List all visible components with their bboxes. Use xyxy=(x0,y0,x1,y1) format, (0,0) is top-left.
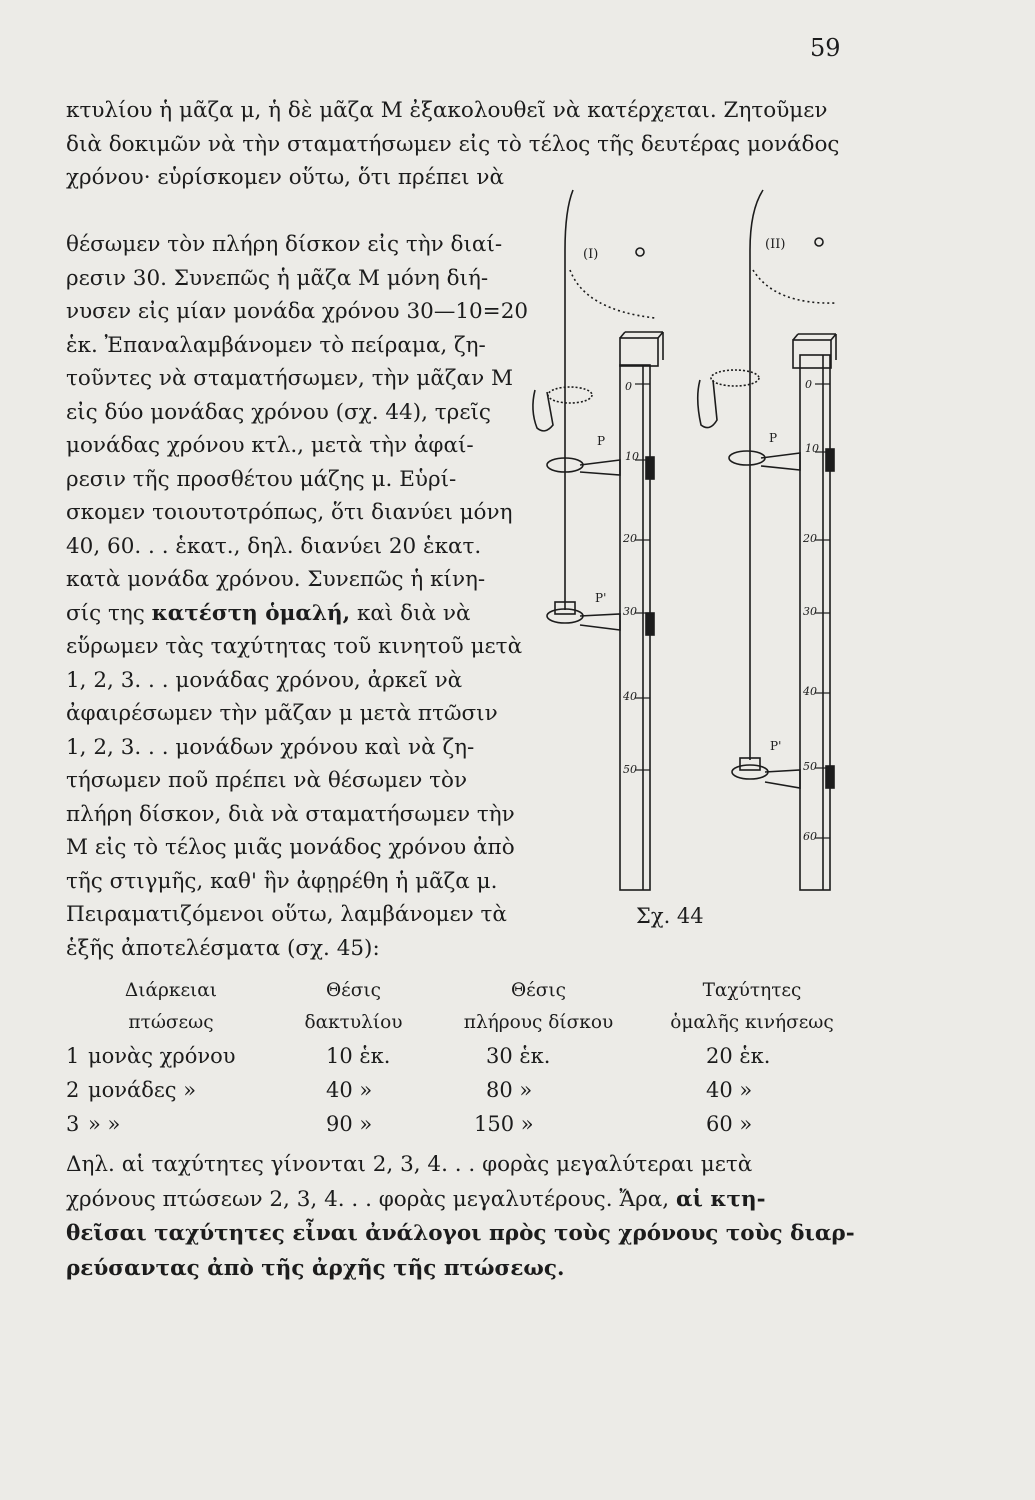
text-line: ἑξῆς ἀποτελέσματα (σχ. 45): xyxy=(66,935,380,961)
text-line: μονάδας χρόνου κτλ., μετὰ τὴν ἀφαί- xyxy=(66,433,474,458)
table-cell: 2 xyxy=(66,1078,80,1102)
scale-top-block-left xyxy=(620,338,658,366)
table-cell: » » xyxy=(88,1112,121,1136)
small-circle-icon xyxy=(636,248,644,256)
pulley-string-left xyxy=(565,190,573,610)
text-line: 40, 60. . . ἑκατ., δηλ. διανύει 20 ἑκατ. xyxy=(66,533,482,559)
table-cell: 60 » xyxy=(706,1112,753,1136)
table-cell: 40 » xyxy=(326,1078,373,1102)
text-line: κατὰ μονάδα χρόνου. Συνεπῶς ἡ κίνη- xyxy=(66,567,486,592)
text-line: 1, 2, 3. . . μονάδας χρόνου, ἀρκεῖ νὰ xyxy=(66,667,463,693)
text-line: πλήρη δίσκον, διὰ νὰ σταματήσωμεν τὴν xyxy=(66,801,515,827)
table-cell: 20 ἑκ. xyxy=(706,1044,771,1068)
letter-p: P xyxy=(597,434,606,448)
table-cell: 1 xyxy=(66,1044,80,1068)
tick-label-left: 10 xyxy=(625,450,639,463)
results-table xyxy=(66,975,858,1141)
text-line: Μ εἰς τὸ τέλος μιᾶς μονάδος χρόνου ἀπὸ xyxy=(66,835,515,860)
tick-label-left: 0 xyxy=(625,380,632,393)
table-header: Θέσις πλήρους δίσκου xyxy=(463,980,614,1033)
letter-p: P xyxy=(769,431,778,445)
label-left: (I) xyxy=(583,247,599,262)
table-header-row xyxy=(66,975,858,1039)
scale-top-block-right xyxy=(793,340,831,368)
tick-label-left: 30 xyxy=(623,605,637,618)
text-line: διὰ δοκιμῶν νὰ τὴν σταματήσωμεν εἰς τὸ τέλος τῆς δευτέρας μονάδος xyxy=(66,131,840,157)
ring-right xyxy=(711,370,759,386)
tick-label-right: 40 xyxy=(803,685,817,698)
text-line: κτυλίου ἡ μᾶζα μ, ἡ δὲ μᾶζα Μ ἐξακολουθεῖ νὰ κατέρχεται. Ζητοῦμεν xyxy=(66,98,828,123)
text-line: εὕρωμεν τὰς ταχύτητας τοῦ κινητοῦ μετὰ xyxy=(66,634,523,659)
table-cell: 30 ἑκ. xyxy=(486,1044,551,1068)
text-line: ἀφαιρέσωμεν τὴν μᾶζαν μ μετὰ πτῶσιν xyxy=(66,701,498,726)
tick-label-left: 50 xyxy=(623,763,637,776)
ring-left xyxy=(548,387,592,403)
platform-disc-right xyxy=(729,451,765,465)
text-line: ρεσιν τῆς προσθέτου μάζης μ. Εὑρί- xyxy=(66,466,457,492)
text-line: 1, 2, 3. . . μονάδων χρόνου καὶ νὰ ζη- xyxy=(66,734,475,760)
paragraph-column xyxy=(66,228,529,965)
tick-label-left: 40 xyxy=(623,690,637,703)
text-line: νυσεν εἰς μίαν μονάδα χρόνου 30—10=20 xyxy=(66,299,529,324)
table-row xyxy=(66,1039,858,1073)
small-circle-icon xyxy=(815,238,823,246)
weight-hook-left xyxy=(533,390,553,431)
text-line: χρόνους πτώσεων 2, 3, 4. . . φορὰς μεγαλυτέρους. Ἄρα, αἱ κτη- xyxy=(66,1186,766,1212)
text-line-bold: ρεύσαντας ἀπὸ τῆς ἀρχῆς τῆς πτώσεως. xyxy=(66,1255,565,1281)
tick-label-right: 30 xyxy=(803,605,817,618)
tick-label-right: 10 xyxy=(805,442,819,455)
table-cell: 80 » xyxy=(486,1078,533,1102)
text-line: σκομεν τοιουτοτρόπως, ὅτι διανύει μόνη xyxy=(66,500,513,525)
text-line-bold: θεῖσαι ταχύτητες εἶναι ἀνάλογοι πρὸς τοὺς χρόνους τοὺς διαρ- xyxy=(66,1221,855,1246)
dotted-arc-right xyxy=(753,270,837,303)
tick-label-right: 60 xyxy=(803,830,817,843)
text-line: τῆς στιγμῆς, καθ' ἣν ἀφῃρέθη ἡ μᾶζα μ. xyxy=(66,868,498,894)
text-line: χρόνου· εὑρίσκομεν οὕτω, ὅτι πρέπει νὰ xyxy=(66,165,504,190)
bold-phrase: κατέστη ὁμαλή, xyxy=(151,600,351,626)
text-line-bold: σίς της κατέστη ὁμαλή, καὶ διὰ νὰ xyxy=(66,600,471,626)
table-cell: μονάδες » xyxy=(88,1078,197,1102)
table-cell: 10 ἑκ. xyxy=(326,1044,391,1068)
text-line: ἑκ. Ἐπαναλαμβάνομεν τὸ πείραμα, ζη- xyxy=(66,332,486,358)
scale-bar-right xyxy=(800,355,830,890)
label-right: (II) xyxy=(765,237,786,252)
weight-hook-right xyxy=(698,380,717,428)
figure-caption: Σχ. 44 xyxy=(636,904,704,928)
table-cell: 90 » xyxy=(326,1112,373,1136)
table-cell: 3 xyxy=(66,1112,80,1136)
letter-p-prime: P' xyxy=(770,739,782,753)
text-line: Πειραματιζόμενοι οὕτω, λαμβάνομεν τὰ xyxy=(66,902,507,927)
tick-label-right: 20 xyxy=(803,532,817,545)
text-line: τοῦντες νὰ σταματήσωμεν, τὴν μᾶζαν Μ xyxy=(66,366,513,391)
conclusion-paragraph xyxy=(66,1148,858,1286)
table-header: Θέσις δακτυλίου xyxy=(304,980,403,1033)
text-line: Δηλ. αἱ ταχύτητες γίνονται 2, 3, 4. . . φορὰς μεγαλύτεραι μετὰ xyxy=(66,1152,753,1177)
text-line: ρεσιν 30. Συνεπῶς ἡ μᾶζα Μ μόνη διή- xyxy=(66,265,489,291)
dotted-arc-left xyxy=(570,270,655,318)
table-row xyxy=(66,1107,858,1141)
table-header: Ταχύτητες ὁμαλῆς κινήσεως xyxy=(670,980,834,1033)
table-row xyxy=(66,1073,858,1107)
atwood-figure xyxy=(525,170,865,910)
page-number: 59 xyxy=(810,34,841,62)
tick-label-left: 20 xyxy=(623,532,637,545)
tick-label-right: 50 xyxy=(803,760,817,773)
bold-phrase: αἱ κτη- xyxy=(675,1186,766,1212)
text-line: θέσωμεν τὸν πλήρη δίσκον εἰς τὴν διαί- xyxy=(66,232,503,257)
table-cell: μονὰς χρόνου xyxy=(88,1044,236,1068)
text-line: τήσωμεν ποῦ πρέπει νὰ θέσωμεν τὸν xyxy=(66,768,468,793)
table-cell: 40 » xyxy=(706,1078,753,1102)
tick-label-right: 0 xyxy=(805,378,812,391)
table-header: Διάρκειαι πτώσεως xyxy=(124,980,218,1033)
text-line: εἰς δύο μονάδας χρόνου (σχ. 44), τρεῖς xyxy=(66,399,491,425)
letter-p-prime: P' xyxy=(595,591,607,605)
table-cell: 150 » xyxy=(474,1112,534,1136)
